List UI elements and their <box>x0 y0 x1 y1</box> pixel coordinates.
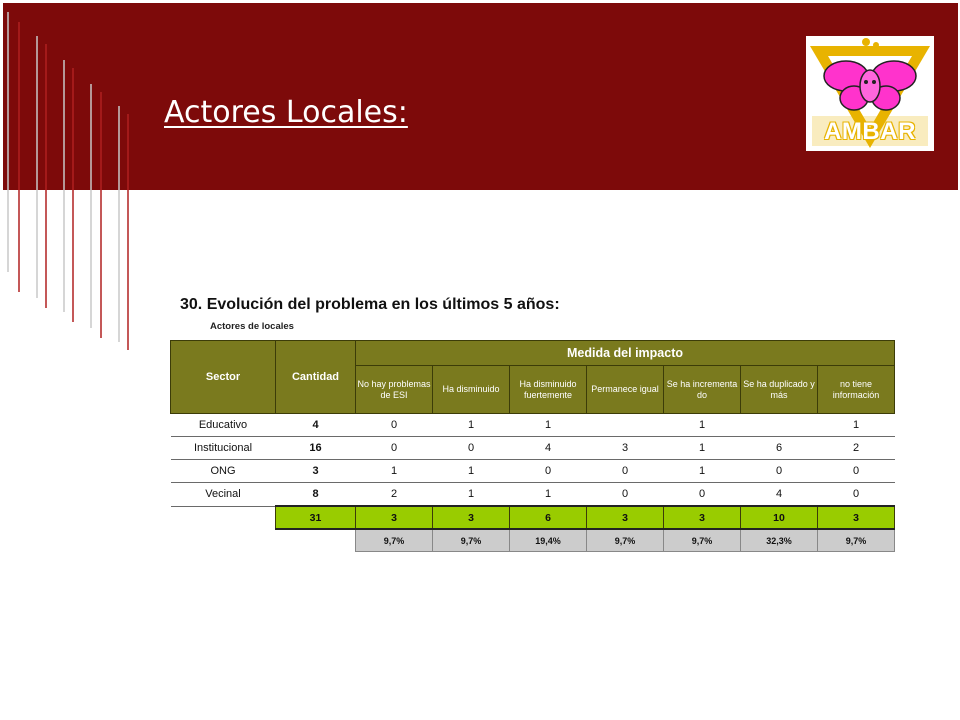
totals-row <box>171 506 895 529</box>
percent-cell: 32,3% <box>741 529 818 552</box>
value-cell: 0 <box>587 483 664 507</box>
percent-cell: 9,7% <box>587 529 664 552</box>
percent-cell: 9,7% <box>664 529 741 552</box>
total-cantidad-cell: 31 <box>276 506 356 529</box>
sector-header: Sector <box>171 341 276 414</box>
value-cell: 1 <box>433 414 510 437</box>
table-row <box>171 460 895 483</box>
table-subtitle: Actores de locales <box>210 321 294 332</box>
column-header: Se ha duplicado y más <box>741 366 818 414</box>
value-cell: 0 <box>741 460 818 483</box>
value-cell: 1 <box>433 460 510 483</box>
value-cell: 0 <box>433 437 510 460</box>
value-cell: 1 <box>510 483 587 507</box>
value-cell: 4 <box>741 483 818 507</box>
value-cell <box>587 414 664 437</box>
value-cell: 1 <box>510 414 587 437</box>
percent-cell: 9,7% <box>433 529 510 552</box>
percent-cell: 19,4% <box>510 529 587 552</box>
column-header: no tiene información <box>818 366 895 414</box>
total-cell: 3 <box>664 506 741 529</box>
value-cell: 1 <box>664 460 741 483</box>
table-row <box>171 483 895 507</box>
ambar-logo <box>806 36 934 151</box>
blank-cell <box>276 529 356 552</box>
sector-cell: ONG <box>171 460 276 483</box>
value-cell: 2 <box>356 483 433 507</box>
value-cell <box>741 414 818 437</box>
value-cell: 0 <box>510 460 587 483</box>
cantidad-cell: 3 <box>276 460 356 483</box>
sector-cell: Educativo <box>171 414 276 437</box>
logo-bubble-icon <box>862 38 870 46</box>
question-title: 30. Evolución del problema en los últimos 5 años: <box>180 296 560 313</box>
value-cell: 3 <box>587 437 664 460</box>
total-cell: 10 <box>741 506 818 529</box>
logo-text: AMBAR <box>824 118 916 145</box>
percent-cell: 9,7% <box>818 529 895 552</box>
total-cell: 3 <box>356 506 433 529</box>
column-header: Permanece igual <box>587 366 664 414</box>
value-cell: 4 <box>510 437 587 460</box>
decorative-lines <box>0 0 140 360</box>
cantidad-header: Cantidad <box>276 341 356 414</box>
column-header: Ha disminuido fuertemente <box>510 366 587 414</box>
value-cell: 1 <box>433 483 510 507</box>
value-cell: 0 <box>356 414 433 437</box>
value-cell: 0 <box>818 483 895 507</box>
table-row <box>171 437 895 460</box>
cantidad-cell: 16 <box>276 437 356 460</box>
value-cell: 1 <box>664 437 741 460</box>
total-cell: 3 <box>587 506 664 529</box>
impact-table <box>170 340 895 552</box>
value-cell: 1 <box>356 460 433 483</box>
percentages-row <box>171 529 895 552</box>
value-cell: 0 <box>356 437 433 460</box>
total-cell: 6 <box>510 506 587 529</box>
sector-cell: Vecinal <box>171 483 276 507</box>
percent-cell: 9,7% <box>356 529 433 552</box>
sector-cell: Institucional <box>171 437 276 460</box>
cantidad-cell: 4 <box>276 414 356 437</box>
table-row <box>171 414 895 437</box>
column-header: Se ha incrementa do <box>664 366 741 414</box>
column-header: No hay problemas de ESI <box>356 366 433 414</box>
slide-title: Actores Locales: <box>164 95 408 130</box>
column-header: Ha disminuido <box>433 366 510 414</box>
impact-group-header: Medida del impacto <box>356 341 895 366</box>
total-cell: 3 <box>433 506 510 529</box>
value-cell: 1 <box>818 414 895 437</box>
total-cell: 3 <box>818 506 895 529</box>
value-cell: 6 <box>741 437 818 460</box>
value-cell: 0 <box>664 483 741 507</box>
blank-cell <box>171 506 276 529</box>
value-cell: 0 <box>818 460 895 483</box>
cantidad-cell: 8 <box>276 483 356 507</box>
value-cell: 1 <box>664 414 741 437</box>
value-cell: 0 <box>587 460 664 483</box>
blank-cell <box>171 529 276 552</box>
value-cell: 2 <box>818 437 895 460</box>
